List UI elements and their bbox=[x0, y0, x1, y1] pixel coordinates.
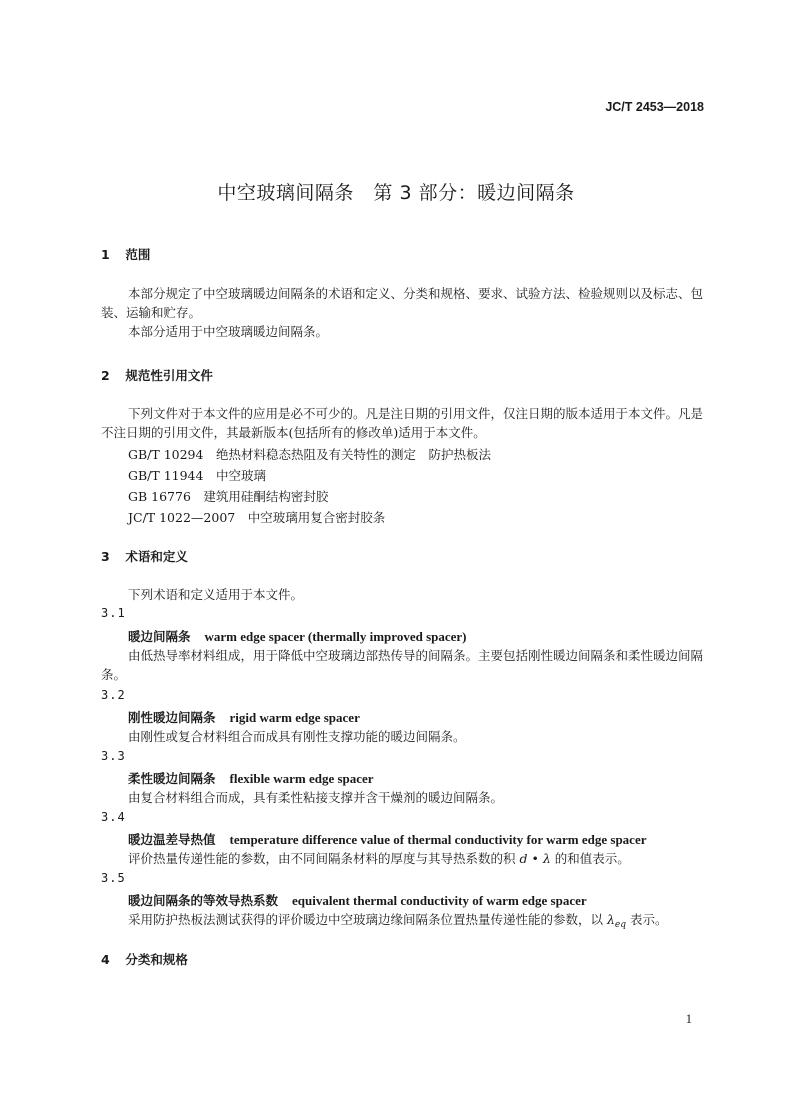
section-number: 4 bbox=[101, 952, 110, 967]
term-number: 3.1 bbox=[101, 606, 126, 620]
term-entry bbox=[128, 769, 374, 787]
section-number: 3 bbox=[101, 549, 110, 564]
term-zh: 柔性暖边间隔条 bbox=[128, 771, 216, 786]
term-number: 3.3 bbox=[101, 749, 126, 763]
symbol-subscript: eq bbox=[614, 920, 627, 930]
section-title: 术语和定义 bbox=[125, 549, 188, 564]
term-zh: 刚性暖边间隔条 bbox=[128, 710, 216, 725]
term-definition: 由低热导率材料组成，用于降低中空玻璃边部热传导的间隔条。主要包括刚性暖边间隔条和柔性暖边间隔条。 bbox=[101, 648, 704, 682]
section-title: 分类和规格 bbox=[125, 952, 188, 967]
term-number: 3.5 bbox=[101, 871, 126, 885]
definition-text: 采用防护热板法测试获得的评价暖边中空玻璃边缘间隔条位置热量传递性能的参数，以 bbox=[128, 912, 607, 927]
term-number: 3.2 bbox=[101, 688, 126, 702]
term-en: flexible warm edge spacer bbox=[229, 771, 374, 786]
section-heading-4 bbox=[101, 950, 188, 968]
term-entry bbox=[128, 708, 360, 726]
symbol-dot: • bbox=[527, 851, 543, 866]
symbol-lambda: λ bbox=[606, 912, 615, 927]
paragraph: 本部分规定了中空玻璃暖边间隔条的术语和定义、分类和规格、要求、试验方法、检验规则以及标志、包装、运输和贮存。 bbox=[101, 286, 704, 320]
term-en: warm edge spacer (thermally improved spacer) bbox=[204, 629, 467, 644]
symbol-d: d bbox=[519, 851, 528, 866]
term-entry bbox=[128, 627, 467, 645]
standard-code: JC/T 2453—2018 bbox=[605, 100, 704, 114]
term-zh: 暖边间隔条 bbox=[128, 629, 191, 644]
reference-item: GB 16776 建筑用硅酮结构密封胶 bbox=[128, 489, 329, 504]
section-title: 范围 bbox=[125, 247, 151, 262]
paragraph: 下列文件对于本文件的应用是必不可少的。凡是注日期的引用文件，仅注日期的版本适用于本文件。凡是不注日期的引用文件，其最新版本(包括所有的修改单)适用于本文件。 bbox=[101, 406, 704, 440]
reference-item: GB/T 10294 绝热材料稳态热阻及有关特性的测定 防护热板法 bbox=[128, 447, 491, 462]
symbol-lambda: λ bbox=[542, 851, 551, 866]
term-entry bbox=[128, 891, 587, 909]
term-definition bbox=[101, 910, 705, 935]
term-zh: 暖边温差导热值 bbox=[128, 832, 216, 847]
term-definition: 由复合材料组合而成，具有柔性粘接支撑并含干燥剂的暖边间隔条。 bbox=[128, 790, 504, 805]
section-heading-2 bbox=[101, 366, 213, 384]
term-en: temperature difference value of thermal conductivity for warm edge spacer bbox=[229, 832, 647, 847]
section-heading-1 bbox=[101, 245, 150, 263]
definition-text: 的和值表示。 bbox=[550, 851, 630, 866]
definition-text: 评价热量传递性能的参数，由不同间隔条材料的厚度与其导热系数的积 bbox=[128, 851, 520, 866]
section-title: 规范性引用文件 bbox=[125, 368, 213, 383]
term-number: 3.4 bbox=[101, 810, 126, 824]
page-number: 1 bbox=[685, 1012, 692, 1026]
section-number: 1 bbox=[101, 247, 110, 262]
paragraph: 下列术语和定义适用于本文件。 bbox=[128, 587, 304, 602]
section-heading-3 bbox=[101, 547, 188, 565]
term-definition: 由刚性或复合材料组合而成具有刚性支撑功能的暖边间隔条。 bbox=[128, 729, 466, 744]
term-en: rigid warm edge spacer bbox=[229, 710, 360, 725]
definition-text: 表示。 bbox=[626, 912, 668, 927]
term-en: equivalent thermal conductivity of warm edge spacer bbox=[292, 893, 587, 908]
paragraph: 本部分适用于中空玻璃暖边间隔条。 bbox=[128, 324, 329, 339]
term-zh: 暖边间隔条的等效导热系数 bbox=[128, 893, 279, 908]
document-title: 中空玻璃间隔条 第 3 部分：暖边间隔条 bbox=[217, 182, 575, 204]
term-entry bbox=[128, 830, 647, 848]
term-definition bbox=[101, 849, 705, 868]
reference-item: JC/T 1022—2007 中空玻璃用复合密封胶条 bbox=[128, 510, 386, 525]
reference-item: GB/T 11944 中空玻璃 bbox=[128, 468, 266, 483]
section-number: 2 bbox=[101, 368, 110, 383]
